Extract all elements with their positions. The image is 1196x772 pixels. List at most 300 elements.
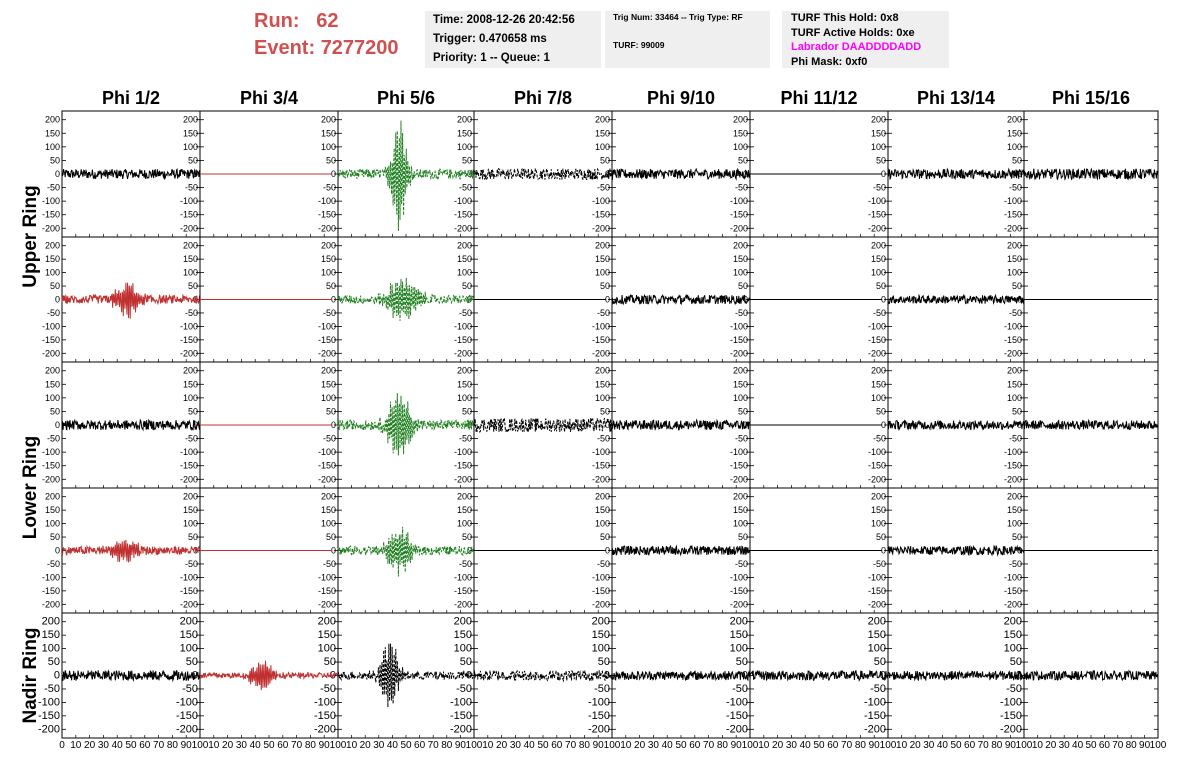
x-tick-label: 50 [125, 740, 137, 751]
y-tick-label: 100 [456, 267, 472, 278]
y-tick-label: 0 [466, 294, 472, 305]
y-tick-label: 200 [1006, 114, 1022, 125]
x-tick-label: 30 [1058, 740, 1070, 751]
y-tick-label: 150 [1003, 629, 1022, 642]
y-tick-label: 200 [456, 365, 472, 376]
y-tick-label: 0 [54, 294, 60, 305]
y-tick-label: 0 [330, 545, 336, 556]
y-tick-label: 50 [873, 656, 886, 669]
x-tick-label: 20 [909, 740, 921, 751]
column-title: Phi 5/6 [376, 88, 436, 108]
run-label: Run: [254, 10, 300, 32]
waveform-trace [1024, 421, 1158, 430]
y-tick-label: -200 [317, 348, 336, 359]
x-tick-label: 60 [689, 740, 701, 751]
y-tick-label: 150 [182, 128, 198, 139]
y-tick-label: -50 [596, 307, 610, 318]
y-tick-label: 150 [732, 505, 748, 516]
y-tick-label: 50 [1009, 656, 1022, 669]
y-tick-label: 100 [41, 642, 60, 655]
x-tick-label: 30 [97, 740, 109, 751]
x-tick-label: 50 [537, 740, 549, 751]
y-tick-label: 150 [594, 379, 610, 390]
y-tick-label: 100 [320, 392, 336, 403]
y-tick-label: 100 [591, 642, 610, 655]
y-tick-label: -200 [37, 723, 60, 736]
y-tick-label: 150 [182, 379, 198, 390]
y-tick-label: -100 [591, 572, 610, 583]
y-tick-label: -150 [41, 460, 60, 471]
y-tick-label: 50 [461, 406, 472, 417]
y-tick-label: -100 [591, 447, 610, 458]
x-tick-label: 70 [703, 740, 715, 751]
trigger-text: Trigger: 0.470658 ms [433, 33, 547, 45]
x-tick-label: 100 [1149, 740, 1167, 751]
turf-this-hold: TURF This Hold: 0x8 [791, 12, 899, 24]
waveform-trace [612, 169, 750, 179]
ring-label: Nadir Ring [20, 627, 41, 724]
y-tick-label: -150 [591, 585, 610, 596]
y-tick-label: 200 [870, 240, 886, 251]
x-tick-label: 70 [977, 740, 989, 751]
y-tick-label: -200 [41, 474, 60, 485]
y-tick-label: -100 [449, 696, 472, 709]
x-tick-label: 90 [868, 740, 880, 751]
x-tick-label: 90 [730, 740, 742, 751]
x-tick-label: 70 [427, 740, 439, 751]
x-tick-label: 40 [523, 740, 535, 751]
y-tick-label: 0 [604, 294, 610, 305]
y-tick-label: 50 [325, 532, 336, 543]
x-tick-label: 60 [1098, 740, 1110, 751]
y-tick-label: 100 [1006, 267, 1022, 278]
y-tick-label: 100 [1006, 392, 1022, 403]
y-tick-label: -200 [179, 599, 198, 610]
x-tick-label: 0 [59, 740, 65, 751]
y-tick-label: 100 [182, 392, 198, 403]
x-tick-label: 10 [1031, 740, 1043, 751]
y-tick-label: 150 [1006, 379, 1022, 390]
x-tick-label: 10 [482, 740, 494, 751]
x-tick-label: 100 [1015, 740, 1033, 751]
y-tick-label: 50 [737, 532, 748, 543]
y-tick-label: -100 [317, 572, 336, 583]
y-tick-label: 50 [47, 656, 60, 669]
y-tick-label: -50 [458, 307, 472, 318]
ring-label: Lower Ring [20, 435, 41, 540]
y-tick-label: -100 [729, 447, 748, 458]
y-tick-label: 150 [456, 505, 472, 516]
y-tick-label: -150 [317, 209, 336, 220]
y-tick-label: 200 [44, 114, 60, 125]
waveform-trace [62, 540, 200, 562]
x-tick-label: 40 [936, 740, 948, 751]
y-tick-label: -200 [867, 348, 886, 359]
y-tick-label: 0 [54, 169, 60, 179]
x-tick-label: 30 [373, 740, 385, 751]
y-tick-label: 150 [44, 505, 60, 516]
y-tick-label: 100 [1006, 141, 1022, 152]
y-tick-label: 50 [461, 532, 472, 543]
y-tick-label: -100 [725, 696, 748, 709]
x-tick-label: 40 [799, 740, 811, 751]
x-tick-label: 50 [675, 740, 687, 751]
y-tick-label: -50 [596, 182, 610, 193]
y-tick-label: 150 [320, 128, 336, 139]
y-tick-label: 0 [1016, 169, 1022, 179]
y-tick-label: 50 [49, 406, 60, 417]
y-tick-label: 100 [1006, 518, 1022, 529]
waveform-trace [612, 671, 750, 680]
y-tick-label: -100 [1003, 321, 1022, 332]
y-tick-label: -50 [458, 558, 472, 569]
y-tick-label: -100 [453, 572, 472, 583]
y-tick-label: 100 [44, 392, 60, 403]
y-tick-label: -200 [179, 223, 198, 234]
waveform-trace [888, 671, 1024, 680]
y-tick-label: -200 [41, 599, 60, 610]
y-tick-label: 150 [320, 505, 336, 516]
column-title: Phi 11/12 [780, 88, 858, 108]
y-tick-label: -50 [184, 558, 198, 569]
y-tick-label: -200 [867, 599, 886, 610]
y-tick-label: 100 [870, 392, 886, 403]
y-tick-label: -50 [734, 558, 748, 569]
waveform-trace [750, 671, 888, 681]
y-tick-label: 0 [329, 669, 336, 682]
y-tick-label: -200 [453, 348, 472, 359]
y-tick-label: -150 [313, 709, 336, 722]
y-tick-label: -50 [456, 682, 472, 695]
y-tick-label: -50 [1008, 182, 1022, 193]
y-tick-label: 0 [1016, 420, 1022, 430]
y-tick-label: -50 [184, 307, 198, 318]
y-tick-label: 100 [456, 141, 472, 152]
y-tick-label: -50 [46, 433, 60, 444]
y-tick-label: 0 [604, 169, 610, 179]
y-tick-label: -200 [591, 348, 610, 359]
event-value: 7277200 [320, 37, 399, 59]
y-tick-label: 200 [179, 615, 198, 628]
y-tick-label: 0 [741, 669, 748, 682]
x-tick-label: 60 [964, 740, 976, 751]
y-tick-label: -50 [872, 558, 886, 569]
y-tick-label: 150 [594, 505, 610, 516]
y-tick-label: -150 [179, 209, 198, 220]
y-tick-label: -50 [872, 307, 886, 318]
y-tick-label: -150 [1003, 209, 1022, 220]
x-tick-label: 50 [1085, 740, 1097, 751]
x-tick-label: 20 [222, 740, 234, 751]
y-tick-label: -50 [734, 307, 748, 318]
y-tick-label: -200 [1003, 599, 1022, 610]
waveform-trace [62, 169, 200, 179]
labrador-status: Labrador DAADDDDADD [791, 41, 922, 53]
x-tick-label: 70 [841, 740, 853, 751]
x-tick-label: 80 [716, 740, 728, 751]
x-tick-label: 10 [208, 740, 220, 751]
x-tick-label: 70 [565, 740, 577, 751]
y-tick-label: -150 [453, 585, 472, 596]
y-tick-label: -150 [179, 334, 198, 345]
x-tick-label: 30 [785, 740, 797, 751]
y-tick-label: -150 [587, 709, 610, 722]
y-tick-label: -50 [596, 558, 610, 569]
y-tick-label: 50 [49, 155, 60, 166]
y-tick-label: -100 [587, 696, 610, 709]
y-tick-label: 50 [875, 532, 886, 543]
y-tick-label: -150 [179, 585, 198, 596]
x-tick-label: 60 [551, 740, 563, 751]
y-tick-label: -100 [317, 321, 336, 332]
y-tick-label: 50 [461, 281, 472, 292]
x-tick-label: 60 [414, 740, 426, 751]
x-tick-label: 60 [277, 740, 289, 751]
y-tick-label: 50 [1011, 281, 1022, 292]
y-tick-label: 0 [54, 420, 60, 430]
y-tick-label: 0 [191, 669, 198, 682]
y-tick-label: -200 [453, 599, 472, 610]
y-tick-label: 200 [453, 615, 472, 628]
y-tick-label: -200 [725, 723, 748, 736]
y-tick-label: 100 [456, 392, 472, 403]
y-tick-label: -100 [999, 696, 1022, 709]
x-tick-label: 50 [263, 740, 275, 751]
y-tick-label: -150 [317, 460, 336, 471]
x-tick-label: 80 [1125, 740, 1137, 751]
y-tick-label: 150 [456, 128, 472, 139]
y-tick-label: -50 [322, 182, 336, 193]
y-tick-label: 200 [594, 114, 610, 125]
y-tick-label: 150 [453, 629, 472, 642]
y-tick-label: 100 [44, 518, 60, 529]
waveform-trace [62, 670, 200, 680]
y-tick-label: -150 [729, 209, 748, 220]
y-tick-label: -50 [184, 182, 198, 193]
y-tick-label: -100 [1003, 447, 1022, 458]
x-tick-label: 60 [139, 740, 151, 751]
y-tick-label: 100 [182, 267, 198, 278]
y-tick-label: -150 [1003, 585, 1022, 596]
y-tick-label: 200 [732, 491, 748, 502]
y-tick-label: 50 [875, 406, 886, 417]
y-tick-label: 200 [182, 491, 198, 502]
y-tick-label: 150 [732, 379, 748, 390]
y-tick-label: 100 [594, 267, 610, 278]
y-tick-label: 200 [870, 491, 886, 502]
y-tick-label: -150 [729, 460, 748, 471]
x-tick-label: 90 [180, 740, 192, 751]
y-tick-label: -100 [317, 447, 336, 458]
y-tick-label: -50 [594, 682, 610, 695]
y-tick-label: -200 [729, 599, 748, 610]
y-tick-label: 150 [729, 629, 748, 642]
y-tick-label: 200 [44, 365, 60, 376]
y-tick-label: 200 [1006, 365, 1022, 376]
x-tick-label: 70 [291, 740, 303, 751]
y-tick-label: -200 [449, 723, 472, 736]
y-tick-label: -100 [41, 572, 60, 583]
y-tick-label: 0 [880, 294, 886, 305]
time-text: Time: 2008-12-26 20:42:56 [433, 14, 575, 26]
y-tick-label: -200 [729, 348, 748, 359]
waveform-trace [474, 670, 612, 680]
y-tick-label: 200 [44, 491, 60, 502]
y-tick-label: 50 [49, 281, 60, 292]
y-tick-label: -150 [591, 209, 610, 220]
y-tick-label: 150 [870, 379, 886, 390]
y-tick-label: 150 [594, 254, 610, 265]
column-title: Phi 1/2 [101, 88, 161, 108]
y-tick-label: 50 [325, 281, 336, 292]
y-tick-label: -150 [591, 334, 610, 345]
y-tick-label: -100 [41, 321, 60, 332]
y-tick-label: -200 [591, 599, 610, 610]
y-tick-label: 100 [732, 518, 748, 529]
x-tick-label: 30 [509, 740, 521, 751]
y-tick-label: 200 [870, 114, 886, 125]
x-tick-label: 100 [329, 740, 347, 751]
waveform-trace [612, 420, 750, 430]
y-tick-label: 100 [870, 267, 886, 278]
y-tick-label: 150 [179, 629, 198, 642]
y-tick-label: 200 [594, 240, 610, 251]
x-tick-label: 90 [1004, 740, 1016, 751]
y-tick-label: 150 [732, 128, 748, 139]
y-tick-label: 100 [320, 267, 336, 278]
y-tick-label: -200 [867, 474, 886, 485]
x-tick-label: 30 [647, 740, 659, 751]
y-tick-label: -150 [453, 460, 472, 471]
y-tick-label: -150 [175, 709, 198, 722]
x-tick-label: 80 [304, 740, 316, 751]
y-tick-label: 100 [732, 141, 748, 152]
y-tick-label: -150 [41, 585, 60, 596]
waveform-trace [888, 546, 1024, 555]
y-tick-label: 150 [44, 379, 60, 390]
y-tick-label: 0 [54, 545, 60, 556]
y-tick-label: 150 [44, 128, 60, 139]
x-tick-label: 60 [827, 740, 839, 751]
waveform-trace [200, 661, 338, 691]
y-tick-label: 50 [875, 155, 886, 166]
y-tick-label: -200 [179, 474, 198, 485]
y-tick-label: -150 [867, 585, 886, 596]
y-tick-label: -150 [999, 709, 1022, 722]
waveform-trace [888, 421, 1024, 430]
y-tick-label: 0 [742, 420, 748, 430]
y-tick-label: -100 [729, 572, 748, 583]
y-tick-label: 50 [187, 281, 198, 292]
x-tick-label: 90 [318, 740, 330, 751]
y-tick-label: 100 [317, 642, 336, 655]
y-tick-label: 0 [192, 420, 198, 430]
y-tick-label: 100 [44, 141, 60, 152]
y-tick-label: 50 [1011, 532, 1022, 543]
phi-mask: Phi Mask: 0xf0 [791, 55, 868, 68]
y-tick-label: -150 [449, 709, 472, 722]
column-title: Phi 7/8 [513, 88, 573, 108]
y-tick-label: 150 [41, 629, 60, 642]
y-tick-label: -50 [732, 682, 748, 695]
y-tick-label: -150 [179, 460, 198, 471]
y-tick-label: 0 [880, 420, 886, 430]
x-tick-label: 100 [879, 740, 897, 751]
y-tick-label: 100 [1003, 642, 1022, 655]
y-tick-label: 0 [192, 169, 198, 179]
y-tick-label: -50 [1006, 682, 1022, 695]
x-tick-label: 40 [661, 740, 673, 751]
x-tick-label: 70 [1112, 740, 1124, 751]
waveform-trace [338, 527, 474, 577]
y-tick-label: 100 [867, 642, 886, 655]
y-tick-label: 50 [737, 281, 748, 292]
y-tick-label: 50 [325, 155, 336, 166]
x-tick-label: 40 [111, 740, 123, 751]
y-tick-label: 200 [320, 365, 336, 376]
y-tick-label: -200 [591, 474, 610, 485]
y-tick-label: 100 [320, 518, 336, 529]
y-tick-label: -100 [867, 196, 886, 207]
y-tick-label: -50 [1008, 307, 1022, 318]
column-title: Phi 15/16 [1051, 88, 1131, 108]
y-tick-label: 50 [599, 406, 610, 417]
waveform-trace [1024, 169, 1158, 180]
y-tick-label: -200 [41, 348, 60, 359]
y-tick-label: 0 [742, 294, 748, 305]
y-tick-label: -50 [44, 682, 60, 695]
waveform-trace [1024, 671, 1158, 680]
y-tick-label: 0 [604, 420, 610, 430]
y-tick-label: 100 [729, 642, 748, 655]
y-tick-label: -50 [872, 182, 886, 193]
waveform-trace [474, 169, 612, 180]
x-tick-label: 10 [346, 740, 358, 751]
y-tick-label: 50 [597, 656, 610, 669]
y-tick-label: 100 [182, 518, 198, 529]
x-tick-label: 90 [454, 740, 466, 751]
y-tick-label: 200 [594, 365, 610, 376]
column-title: Phi 3/4 [239, 88, 299, 108]
y-tick-label: 200 [182, 240, 198, 251]
y-tick-label: 150 [456, 254, 472, 265]
y-tick-label: 200 [870, 365, 886, 376]
y-tick-label: 200 [317, 615, 336, 628]
y-tick-label: 50 [185, 656, 198, 669]
y-tick-label: 0 [192, 545, 198, 556]
y-tick-label: -100 [179, 447, 198, 458]
y-tick-label: 50 [187, 155, 198, 166]
y-tick-label: 50 [49, 532, 60, 543]
y-tick-label: 0 [465, 669, 472, 682]
y-tick-label: 50 [599, 281, 610, 292]
y-tick-label: 100 [594, 392, 610, 403]
y-tick-label: -100 [317, 196, 336, 207]
y-tick-label: 0 [880, 545, 886, 556]
y-tick-label: -100 [867, 447, 886, 458]
y-tick-label: 50 [735, 656, 748, 669]
y-tick-label: -150 [317, 334, 336, 345]
y-tick-label: 200 [1003, 615, 1022, 628]
y-tick-label: 50 [1011, 406, 1022, 417]
y-tick-label: 150 [1006, 128, 1022, 139]
x-tick-label: 100 [465, 740, 483, 751]
y-tick-label: 150 [870, 505, 886, 516]
y-tick-label: -50 [184, 433, 198, 444]
y-tick-label: 0 [466, 420, 472, 430]
y-tick-label: -100 [175, 696, 198, 709]
y-tick-label: -150 [1003, 334, 1022, 345]
